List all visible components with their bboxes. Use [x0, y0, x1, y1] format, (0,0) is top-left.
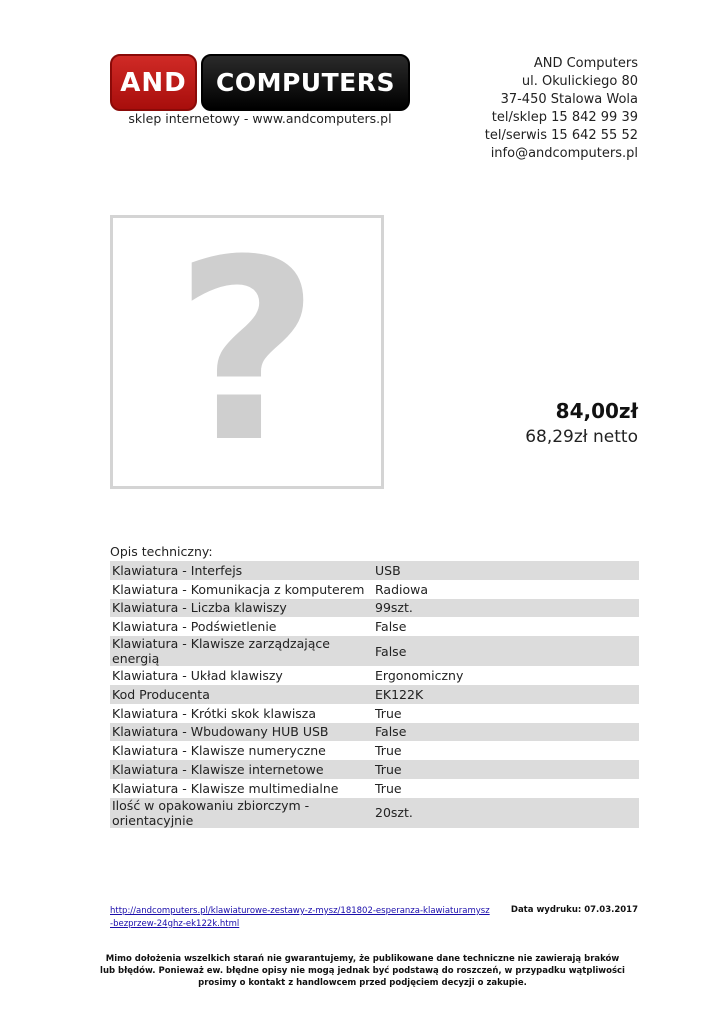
spec-row — [110, 704, 639, 723]
spec-name: Klawiatura - Wbudowany HUB USB — [112, 724, 329, 740]
product-link[interactable]: http://andcomputers.pl/klawiaturowe-zestawy-z-mysz/181802-esperanza-klawiaturamysz-bezprzew-24ghz-ek122k.html — [110, 906, 490, 929]
spec-name: Kod Producenta — [112, 686, 210, 702]
disclaimer: Mimo dołożenia wszelkich starań nie gwarantujemy, że publikowane dane techniczne nie zawierają braków lub błędów. Ponieważ ew. błędne opisy nie mogą jednak być podstawą do roszczeń, w przypadku wątpliwości prosimy o kontakt z handlowcem przed podjęciem decyzji o zakupie. — [100, 954, 625, 988]
spec-row — [110, 723, 639, 742]
specs-title: Opis techniczny: — [110, 544, 213, 559]
specs-table — [110, 561, 639, 828]
spec-name: Klawiatura - Klawisze numeryczne — [112, 743, 326, 759]
spec-value: 99szt. — [375, 600, 413, 616]
spec-row — [110, 798, 639, 828]
company-email: info@andcomputers.pl — [490, 146, 638, 161]
spec-value: Radiowa — [375, 581, 429, 597]
spec-row — [110, 617, 639, 636]
spec-value: True — [375, 705, 402, 721]
spec-row — [110, 760, 639, 779]
spec-value: False — [375, 619, 407, 635]
spec-name: Klawiatura - Klawisze multimedialne — [112, 780, 339, 796]
spec-row — [110, 599, 639, 618]
logo-and-part: AND — [110, 54, 197, 111]
spec-name: Ilość w opakowaniu zbiorczym - orientacyjnie — [112, 797, 310, 828]
technical-specs — [110, 543, 639, 828]
company-contact — [485, 55, 638, 163]
spec-value: Ergonomiczny — [375, 668, 464, 684]
spec-row — [110, 779, 639, 798]
spec-value: False — [375, 643, 407, 659]
spec-value: True — [375, 780, 402, 796]
spec-value: True — [375, 743, 402, 759]
spec-row — [110, 636, 639, 666]
spec-value: EK122K — [375, 686, 424, 702]
company-tel-shop: tel/sklep 15 842 99 39 — [491, 110, 638, 125]
company-street: ul. Okulickiego 80 — [521, 74, 638, 89]
company-name: AND Computers — [533, 56, 638, 71]
spec-name: Klawiatura - Liczba klawiszy — [112, 600, 287, 616]
spec-row — [110, 580, 639, 599]
spec-name: Klawiatura - Układ klawiszy — [112, 668, 283, 684]
spec-name: Klawiatura - Klawisze internetowe — [112, 762, 324, 778]
product-image-placeholder — [110, 206, 384, 497]
price-gross: 84,00zł — [555, 399, 638, 423]
spec-name: Klawiatura - Komunikacja z komputerem — [112, 581, 365, 597]
company-logo — [110, 54, 410, 111]
spec-value: 20szt. — [375, 805, 413, 821]
price-net: 68,29zł netto — [525, 427, 638, 447]
spec-value: False — [375, 724, 407, 740]
spec-name: Klawiatura - Podświetlenie — [112, 619, 277, 635]
question-mark-icon: ? — [174, 206, 320, 497]
shop-tagline: sklep internetowy - www.andcomputers.pl — [128, 111, 392, 126]
price-block — [525, 399, 638, 447]
spec-value: True — [375, 762, 402, 778]
spec-name: Klawiatura - Krótki skok klawisza — [112, 705, 317, 721]
spec-name: Klawiatura - Klawisze zarządzające energią — [112, 636, 330, 667]
spec-row — [110, 666, 639, 685]
spec-row — [110, 561, 639, 580]
logo-computers-part: COMPUTERS — [201, 54, 410, 111]
print-date: Data wydruku: 07.03.2017 — [510, 905, 638, 915]
spec-row — [110, 741, 639, 760]
company-tel-service: tel/serwis 15 642 55 52 — [484, 128, 638, 143]
spec-value: USB — [375, 562, 401, 578]
spec-name: Klawiatura - Interfejs — [112, 562, 243, 578]
spec-row — [110, 685, 639, 704]
company-city: 37-450 Stalowa Wola — [500, 92, 638, 107]
